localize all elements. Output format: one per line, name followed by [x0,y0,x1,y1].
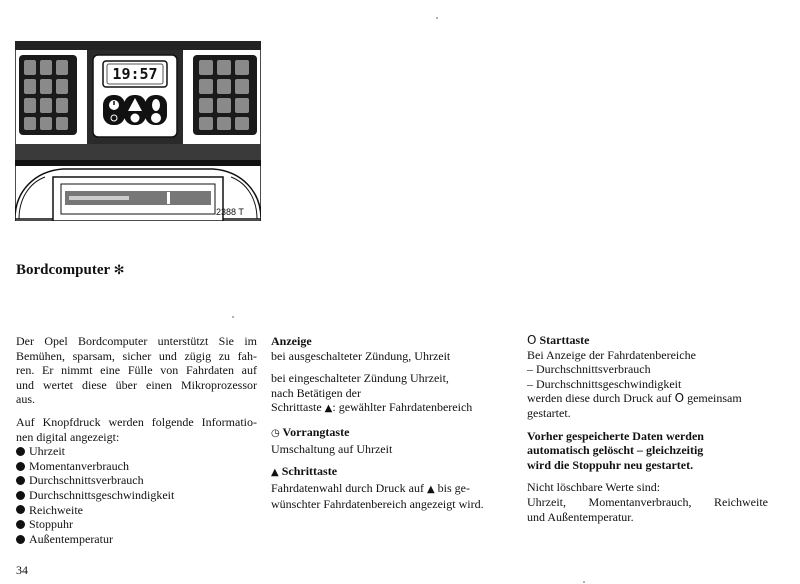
triangle-up-icon: ▲ [271,467,279,479]
schritt-line-text: bis ge- [434,480,470,495]
asterisk-icon: ✻ [113,263,125,278]
list-item [16,444,257,459]
bullet-icon [16,535,25,544]
list-item [16,532,257,547]
list-item-label: Durchschnittsverbrauch [29,473,144,488]
list-item [16,473,257,488]
bullet-icon [16,505,25,514]
schritt-section [271,464,504,512]
persistent-line: Uhrzeit, Momentanverbrauch, Reichweite [527,494,768,509]
anzeige-line: nach Betätigen der [271,385,361,400]
warning-note [527,429,768,473]
anzeige-line: bei ausgeschalteter Zündung, Uhrzeit [271,348,451,363]
bullet-icon [16,462,25,471]
start-line: – Durchschnittsgeschwindigkeit [527,376,682,391]
intro-line: Der Opel Bordcomputer unterstützt Sie im [16,334,257,348]
anzeige-line: bei eingeschalteter Zündung Uhrzeit, [271,371,449,386]
list-item [16,459,257,474]
anzeige-title: Anzeige [271,334,312,348]
board-computer-unit [87,50,183,144]
start-line-text: gemeinsam [684,391,742,406]
schritt-title: Schrittaste [281,464,338,479]
scan-speck [436,17,438,19]
start-line: – Durchschnittsverbrauch [527,362,651,377]
list-item-label: Stoppuhr [29,517,74,532]
heading-text: Bordcomputer [16,262,110,278]
start-line: gestartet. [527,405,571,420]
schritt-title-line [271,464,504,481]
intro-paragraph [16,334,257,407]
start-title-line [527,333,768,348]
scan-speck [583,581,585,583]
list-item-label: Außentemperatur [29,531,113,546]
persistent-line: und Außentemperatur. [527,509,634,524]
schritt-line-text: Fahrdatenwahl durch Druck auf [271,480,427,495]
letter-o-icon: O [674,391,685,406]
intro-line: aus. [16,392,35,407]
lead-line: nen digital angezeigt: [16,429,120,444]
intro-line: ren. Er nimmt eine Fülle von Fahrdaten auf [16,363,257,378]
lead-line: Auf Knopfdruck werden folgende Informatio- [16,414,257,429]
right-air-vent [193,55,257,135]
triangle-up-icon: ▲ [324,403,333,415]
left-air-vent [19,55,77,135]
figure-code: 2388 T [216,207,244,217]
bullet-icon [16,520,25,529]
intro-line: und wertet diese über einen Mikroprozessor [16,377,257,392]
list-item [16,503,257,518]
bullet-icon [16,476,25,485]
section-heading [16,262,125,279]
warning-line: Vorher gespeicherte Daten werden [527,428,704,443]
vorrang-title-line [271,425,504,442]
info-lead [16,415,257,444]
letter-o-icon: O [527,333,537,347]
column-controls [271,334,504,520]
clock-circle-icon: ◷ [271,427,280,439]
list-item-label: Uhrzeit [29,444,65,459]
start-section [527,333,768,421]
list-item [16,488,257,503]
schritt-line: wünschter Fahrdatenbereich angezeigt wird. [271,497,484,512]
dashboard-illustration [15,41,261,221]
vorrang-text: Umschaltung auf Uhrzeit [271,441,393,456]
list-item-label: Reichweite [29,502,83,517]
anzeige-line-text: : gewählter Fahrdatenbereich [332,400,473,415]
list-item-label: Durchschnittsgeschwindigkeit [29,487,175,502]
persistent-values [527,480,768,524]
info-list [16,444,257,546]
list-item [16,517,257,532]
anzeige-detail [271,371,504,417]
warning-line: automatisch gelöscht – gleichzeitig [527,443,704,458]
anzeige-section [271,334,504,363]
intro-line: Bemühen, sparsam, sicher und zügig zu fah- [16,348,257,363]
start-line: Bei Anzeige der Fahrdatenbereiche [527,347,696,362]
display-time: 19:57 [112,65,158,83]
vorrang-title: Vorrangtaste [282,424,350,439]
bullet-icon [16,447,25,456]
warning-line: wird die Stoppuhr neu gestartet. [527,457,694,472]
vorrang-section [271,425,504,456]
column-start [527,333,768,532]
anzeige-line-text: Schrittaste [271,400,325,415]
scan-speck [232,316,234,318]
schritt-line [271,481,504,498]
start-title: Starttaste [539,333,590,347]
column-intro [16,334,257,546]
list-item-label: Momentanverbrauch [29,458,129,473]
anzeige-line [271,400,504,417]
bullet-icon [16,491,25,500]
triangle-up-icon: ▲ [426,483,435,495]
persistent-line: Nicht löschbare Werte sind: [527,480,661,495]
start-line [527,391,768,406]
start-line-text: werden diese durch Druck auf [527,391,675,406]
page-number: 34 [16,563,28,577]
